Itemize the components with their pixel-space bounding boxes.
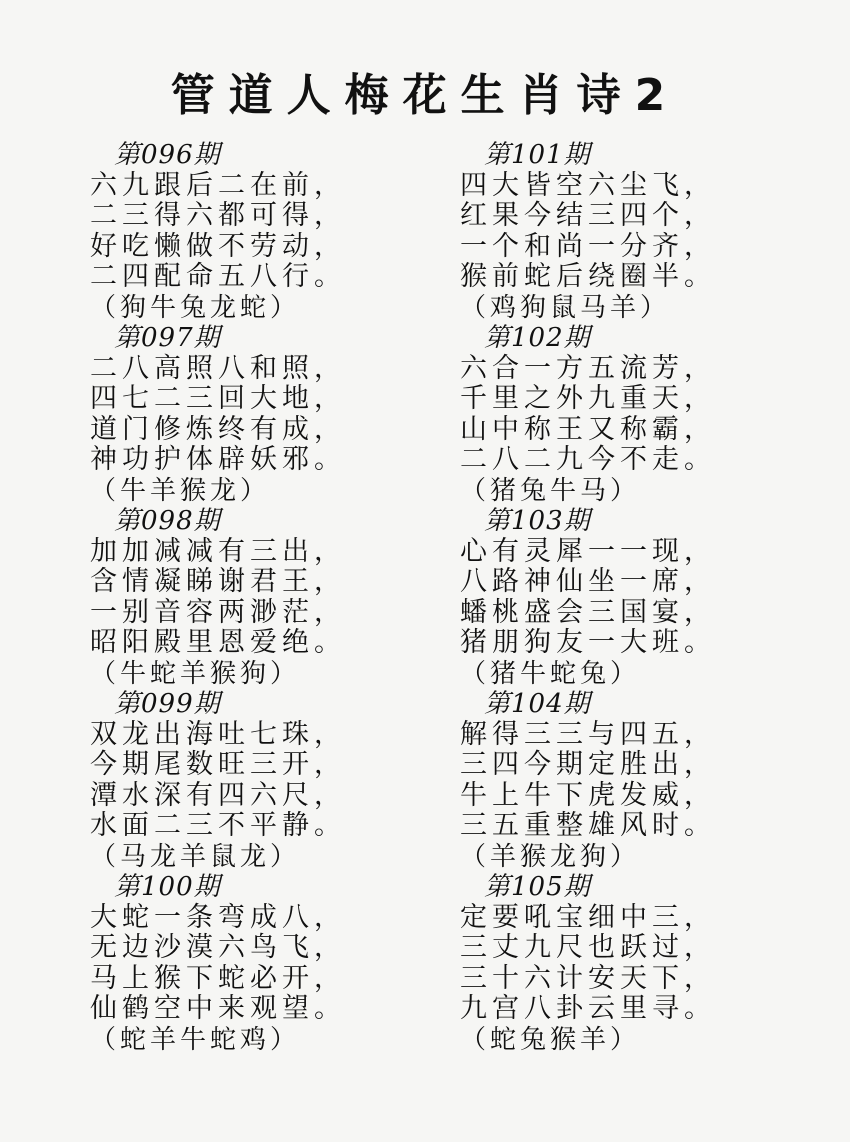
period-heading: 第100期 — [114, 872, 221, 902]
poem-line: 猴前蛇后绕圈半。 — [460, 261, 716, 292]
poem-line: 九宫八卦云里寻。 — [460, 993, 716, 1024]
zodiac-answer: （牛蛇羊猴狗） — [90, 658, 301, 689]
poem-line: 昭阳殿里恩爱绝。 — [90, 627, 346, 658]
poem-entry — [460, 506, 790, 689]
poem-line: 好吃懒做不劳动， — [90, 230, 346, 262]
poem-line: 千里之外九重天， — [460, 383, 716, 414]
poem-line: 神功护体辟妖邪。 — [90, 444, 346, 475]
poem-entry — [90, 140, 420, 323]
poem-line: 猪朋狗友一大班。 — [460, 627, 716, 658]
poem-entry — [90, 506, 420, 689]
poem-entry — [460, 323, 790, 506]
poem-line: 无边沙漠六鸟飞， — [90, 932, 346, 963]
poem-line: 水面二三不平静。 — [90, 810, 346, 841]
zodiac-answer: （马龙羊鼠龙） — [90, 841, 301, 872]
period-heading: 第096期 — [114, 140, 221, 170]
poem-line: 八路神仙坐一席， — [460, 566, 716, 597]
poem-line: 六合一方五流芳， — [460, 352, 716, 384]
poem-line: 牛上牛下虎发威， — [460, 779, 716, 811]
zodiac-answer: （牛羊猴龙） — [90, 475, 271, 506]
zodiac-answer: （猪兔牛马） — [460, 475, 641, 506]
poem-line: 四大皆空六尘飞， — [460, 169, 716, 201]
poem-line: 二四配命五八行。 — [90, 261, 346, 292]
poem-line: 红果今结三四个， — [460, 200, 716, 231]
poem-line: 潭水深有四六尺， — [90, 779, 346, 811]
poem-entry — [90, 323, 420, 506]
period-heading: 第105期 — [484, 872, 591, 902]
period-heading: 第098期 — [114, 506, 221, 536]
poem-line: 加加减减有三出， — [90, 535, 346, 567]
period-heading: 第099期 — [114, 689, 221, 719]
poem-line: 仙鹤空中来观望。 — [90, 993, 346, 1024]
period-heading: 第097期 — [114, 323, 221, 353]
period-heading: 第103期 — [484, 506, 591, 536]
poem-line: 三丈九尺也跃过， — [460, 932, 716, 963]
poem-line: 四七二三回大地， — [90, 383, 346, 414]
zodiac-answer: （羊猴龙狗） — [460, 841, 641, 872]
poem-entry — [460, 140, 790, 323]
poem-line: 一个和尚一分齐， — [460, 230, 716, 262]
poem-line: 六九跟后二在前， — [90, 169, 346, 201]
poem-line: 今期尾数旺三开， — [90, 749, 346, 780]
poem-entry — [460, 872, 790, 1055]
poem-column-right — [460, 140, 790, 1055]
poem-line: 二八二九今不走。 — [460, 444, 716, 475]
poem-line: 含情凝睇谢君王， — [90, 566, 346, 597]
poem-entry — [90, 689, 420, 872]
poem-line: 马上猴下蛇必开， — [90, 962, 346, 994]
zodiac-answer: （狗牛兔龙蛇） — [90, 292, 301, 323]
poem-line: 双龙出海吐七珠， — [90, 718, 346, 750]
poem-line: 蟠桃盛会三国宴， — [460, 596, 716, 628]
period-heading: 第104期 — [484, 689, 591, 719]
poem-line: 心有灵犀一一现， — [460, 535, 716, 567]
zodiac-answer: （蛇兔猴羊） — [460, 1024, 641, 1055]
poem-line: 定要吼宝细中三， — [460, 901, 716, 933]
poem-line: 解得三三与四五， — [460, 718, 716, 750]
period-heading: 第101期 — [484, 140, 591, 170]
poem-column-left — [90, 140, 420, 1055]
poem-line: 山中称王又称霸， — [460, 413, 716, 445]
poem-line: 大蛇一条弯成八， — [90, 901, 346, 933]
poem-line: 三五重整雄风时。 — [460, 810, 716, 841]
period-heading: 第102期 — [484, 323, 591, 353]
poem-line: 三十六计安天下， — [460, 962, 716, 994]
zodiac-answer: （鸡狗鼠马羊） — [460, 292, 671, 323]
document-title: 管道人梅花生肖诗2 — [170, 70, 680, 121]
poem-entry — [460, 689, 790, 872]
poem-entry — [90, 872, 420, 1055]
poem-line: 二三得六都可得， — [90, 200, 346, 231]
zodiac-answer: （猪牛蛇兔） — [460, 658, 641, 689]
poem-line: 道门修炼终有成， — [90, 413, 346, 445]
poem-line: 二八高照八和照， — [90, 352, 346, 384]
poem-line: 三四今期定胜出， — [460, 749, 716, 780]
poem-line: 一别音容两渺茫， — [90, 596, 346, 628]
zodiac-answer: （蛇羊牛蛇鸡） — [90, 1024, 301, 1055]
